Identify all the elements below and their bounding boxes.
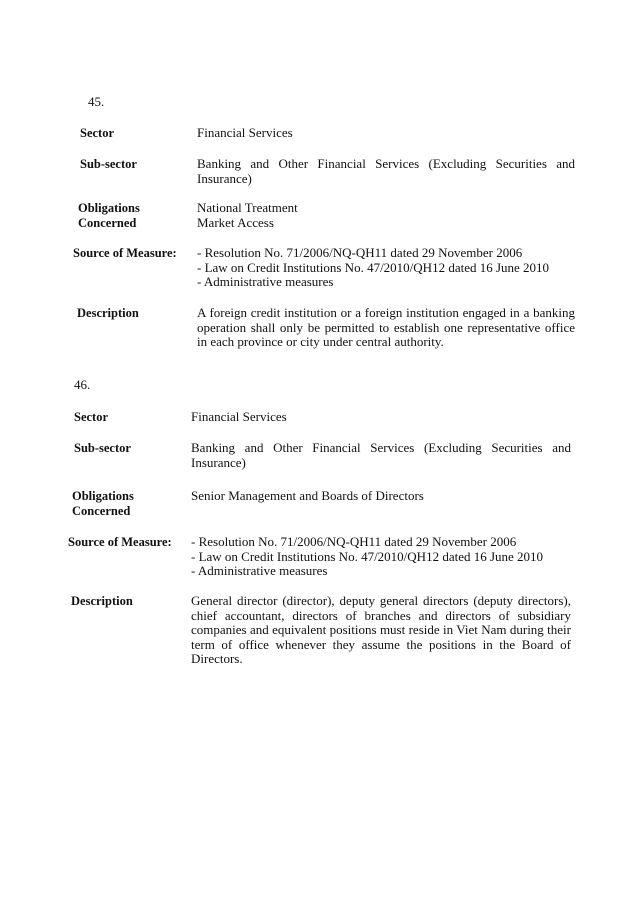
obligations-value [197,201,575,230]
sector-label: Sector [74,410,109,424]
subsector-value: Banking and Other Financial Services (Excluding Securities and Insurance) [191,440,571,470]
obligations-label: Obligations Concerned [72,489,134,518]
source-label: Source of Measure: [73,246,177,260]
sector-value: Financial Services [197,125,293,140]
subsector-label: Sub-sector [80,157,137,171]
subsector-label: Sub-sector [74,441,131,455]
source-value [197,246,575,290]
source-label: Source of Measure: [68,535,172,549]
entry-number: 45. [88,94,105,109]
source-item: - Law on Credit Institutions No. 47/2010/QH12 dated 16 June 2010 [197,259,550,275]
source-item: - Resolution No. 71/2006/NQ-QH11 dated 29 November 2006 [197,245,523,260]
source-value [191,535,571,579]
source-item: - Law on Credit Institutions No. 47/2010/QH12 dated 16 June 2010 [191,548,544,564]
description-label: Description [71,594,133,608]
description-label: Description [77,306,139,320]
subsector-value: Banking and Other Financial Services (Excluding Securities and Insurance) [197,156,575,186]
source-item: - Administrative measures [191,563,328,578]
description-value: A foreign credit institution or a foreign institution engaged in a banking operation shall only be permitted to establish one representative office in each province or city under central authority. [197,305,575,349]
sector-value: Financial Services [191,409,287,424]
entry-number: 46. [74,377,91,392]
description-value: General director (director), deputy general directors (deputy directors), chief accountant, directors of branches and directors of subsidiary companies and equivalent positions must reside in Viet Nam during their term of office whenever they assume the positions in the Board of Directors. [191,593,571,666]
sector-label: Sector [80,126,115,140]
source-item: - Resolution No. 71/2006/NQ-QH11 dated 29 November 2006 [191,534,517,549]
obligation-item: Market Access [197,214,274,230]
obligation-item: Senior Management and Boards of Directors [191,488,424,503]
source-item: - Administrative measures [197,274,334,289]
obligations-value [191,489,571,504]
obligations-label: Obligations Concerned [78,201,140,230]
obligation-item: National Treatment [197,200,298,215]
